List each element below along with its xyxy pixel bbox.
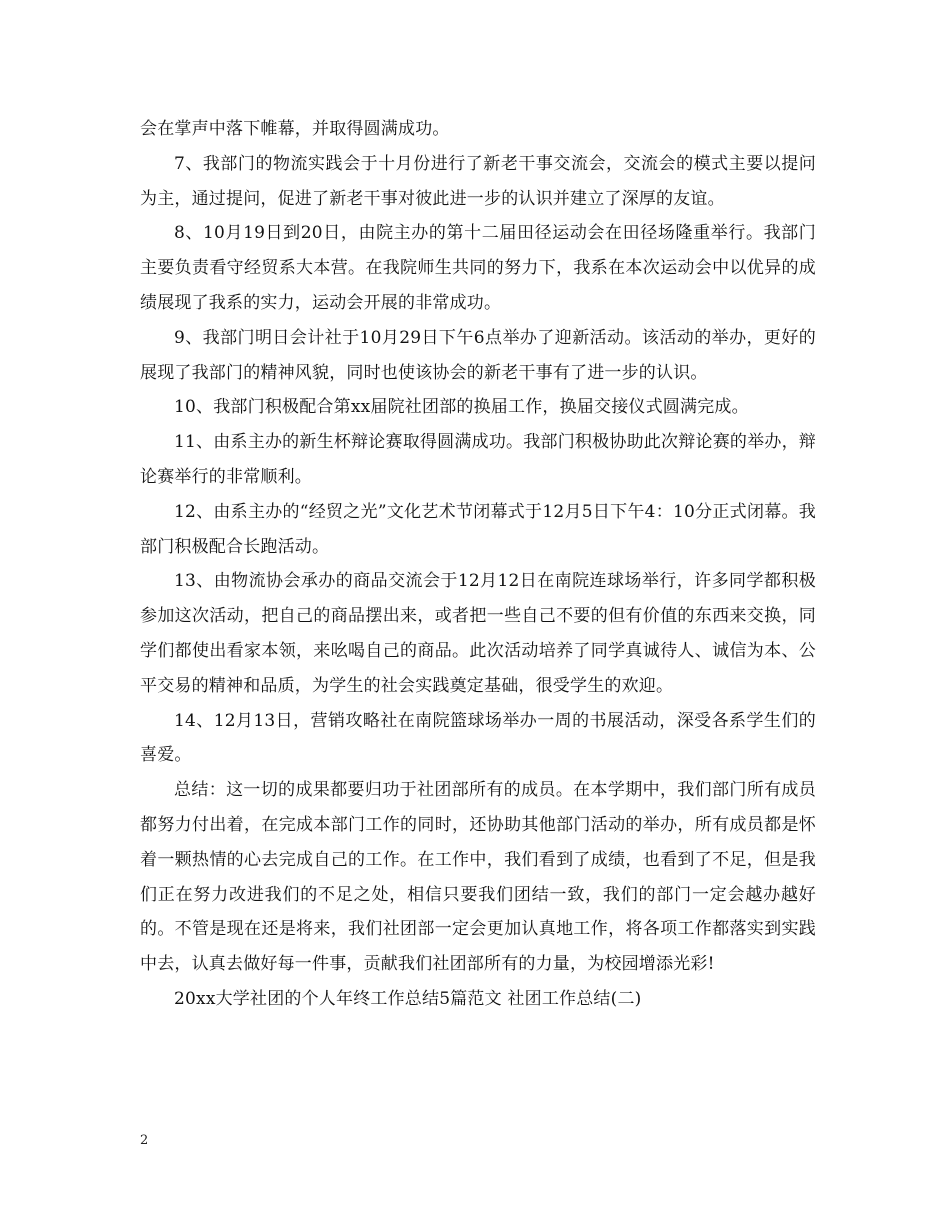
paragraph-item-7: 7、我部门的物流实践会于十月份进行了新老干事交流会，交流会的模式主要以提问为主，通过提问，促进了新老干事对彼此进一步的认识并建立了深厚的友谊。 <box>140 153 816 209</box>
paragraph-item-12: 12、由系主办的“经贸之光”文化艺术节闭幕式于12月5日下午4：10分正式闭幕。我部门积极配合长跑活动。 <box>140 501 816 557</box>
paragraph-item-11: 11、由系主办的新生杯辩论赛取得圆满成功。我部门积极协助此次辩论赛的举办，辩论赛举行的非常顺利。 <box>140 432 816 487</box>
paragraph-summary: 总结：这一切的成果都要归功于社团部所有的成员。在本学期中，我们部门所有成员都努力付出着，在完成本部门工作的同时，还协助其他部门活动的举办，所有成员都是怀着一颗热情的心去完成自己的工作。在工作中，我们看到了成绩，也看到了不足，但是我们正在努力改进我们的不足之处，相信只要我们团结一致，我们的部门一定会越办越好的。不管是现在还是将来，我们社团部一定会更加认真地工作，将各项工作都落实到实践中去，认真去做好每一件事，贡献我们社团部所有的力量，为校园增添光彩! <box>140 780 816 975</box>
paragraph-item-10: 10、我部门积极配合第xx届院社团部的换届工作，换届交接仪式圆满完成。 <box>174 397 749 418</box>
paragraph-item-13: 13、由物流协会承办的商品交流会于12月12日在南院连球场举行，许多同学都积极参加这次活动，把自己的商品摆出来，或者把一些自己不要的但有价值的东西来交换，同学们都使出看家本领，来吆喝自己的商品。此次活动培养了同学真诚待人、诚信为本、公平交易的精神和品质，为学生的社会实践奠定基础，很受学生的欢迎。 <box>140 571 816 696</box>
paragraph-item-14: 14、12月13日，营销攻略社在南院篮球场举办一周的书展活动，深受各系学生们的喜爱。 <box>140 710 816 766</box>
paragraph-item-9: 9、我部门明日会计社于10月29日下午6点举办了迎新活动。该活动的举办，更好的展现了我部门的精神风貌，同时也使该协会的新老干事有了进一步的认识。 <box>140 327 816 383</box>
section-heading: 20xx大学社团的个人年终工作总结5篇范文 社团工作总结(二) <box>174 988 642 1009</box>
page-number: 2 <box>140 1133 149 1148</box>
paragraph-item-8: 8、10月19日到20日，由院主办的第十二届田径运动会在田径场隆重举行。我部门主要负责看守经贸系大本营。在我院师生共同的努力下，我系在本次运动会中以优异的成绩展现了我系的实力，运动会开展的非常成功。 <box>140 223 816 313</box>
document-body <box>140 112 816 1017</box>
paragraph-continuation: 会在掌声中落下帷幕，并取得圆满成功。 <box>140 119 450 139</box>
